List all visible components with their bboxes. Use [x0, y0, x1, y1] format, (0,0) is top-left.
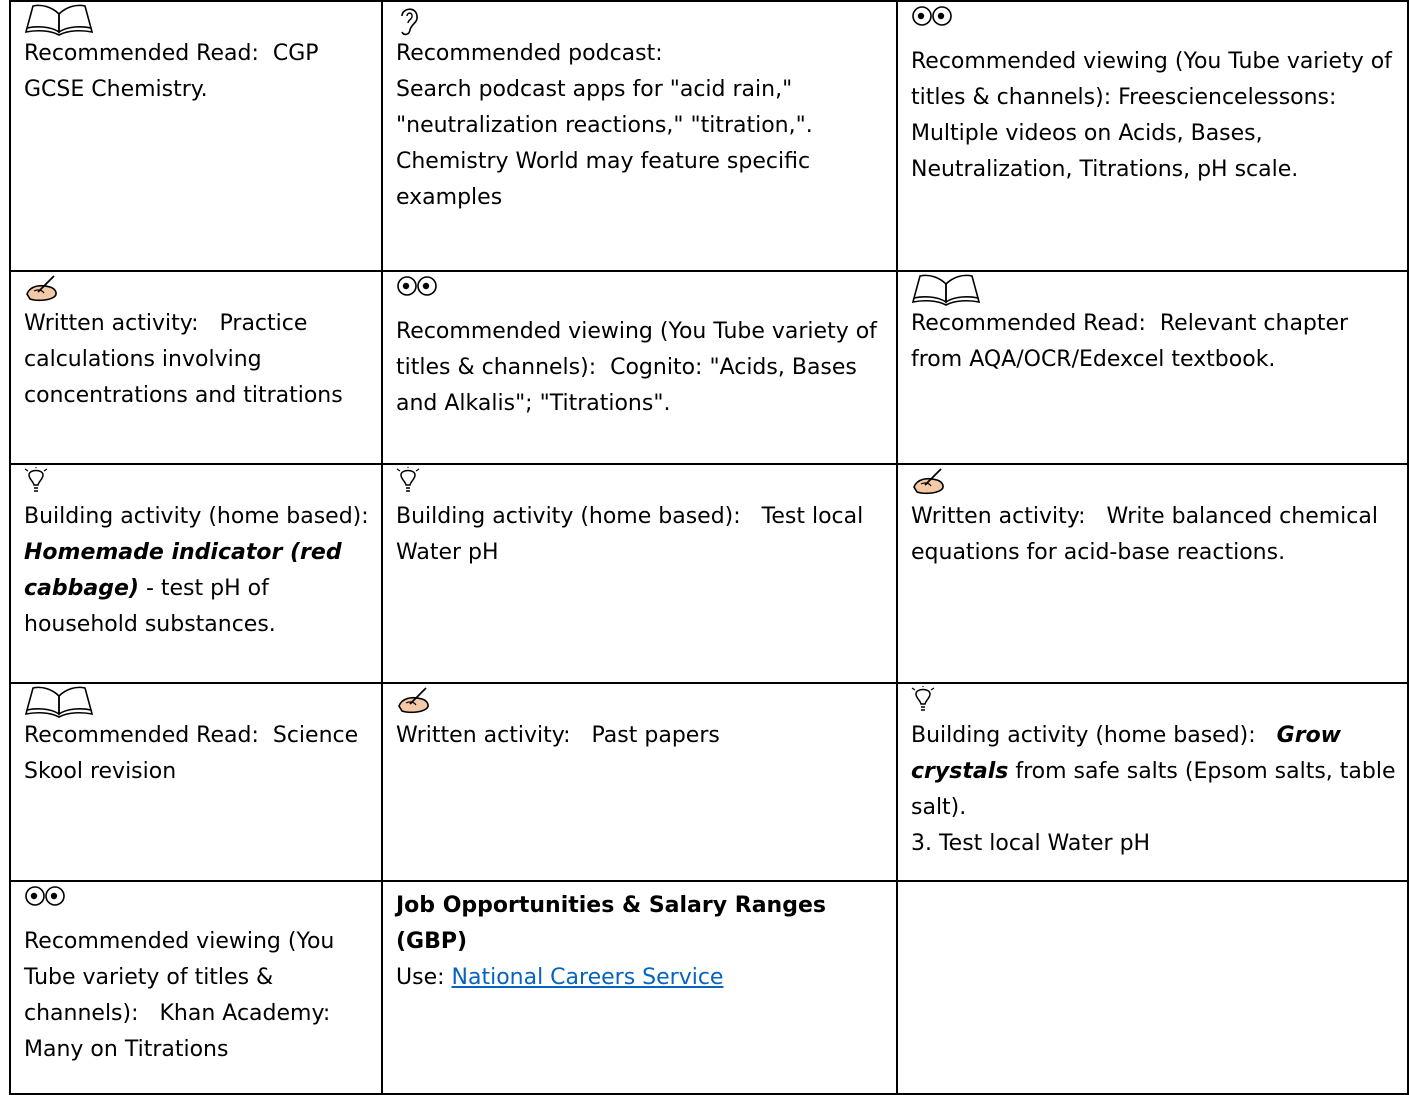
table-row: [10, 683, 1408, 881]
cell-written-balanced-equations: [897, 464, 1408, 683]
cell-text: Written activity: Past papers: [396, 723, 720, 748]
cell-recommended-read-cgp: [10, 1, 382, 271]
writing-hand-icon: [24, 272, 373, 306]
emphasized-text: Homemade indicator (red cabbage): [24, 540, 342, 601]
cell-text: Building activity (home based): Test local Water pH: [396, 504, 871, 565]
cell-written-practice-calculations: [10, 271, 382, 464]
cell-building-homemade-indicator: [10, 464, 390, 683]
open-book-icon: [911, 272, 1399, 306]
eyes-icon: [911, 2, 1399, 44]
lightbulb-icon: [24, 465, 373, 499]
cell-building-test-water-ph: [382, 464, 897, 683]
eyes-icon: [24, 882, 373, 924]
lightbulb-icon: [911, 684, 1399, 718]
cell-empty: [897, 881, 1408, 1094]
cell-heading: Job Opportunities & Salary Ranges (GBP): [396, 893, 826, 954]
cell-recommended-read-science-skool: [10, 683, 382, 881]
resources-table: [9, 0, 1409, 1095]
cell-written-past-papers: [382, 683, 897, 881]
table-row: [10, 881, 1408, 1094]
open-book-icon: [24, 684, 373, 718]
cell-text-line2: 3. Test local Water pH: [911, 831, 1151, 856]
cell-job-opportunities: [382, 881, 897, 1094]
cell-text: Recommended viewing (You Tube variety of titles & channels): Freesciencelessons: Multiple videos on Acids, Bases, Neutralization, Titrations, pH scale.: [911, 49, 1399, 182]
cell-heading: Recommended podcast:: [396, 41, 663, 66]
cell-recommended-podcast: [382, 1, 897, 271]
national-careers-service-link[interactable]: National Careers Service: [451, 965, 724, 990]
cell-text: Search podcast apps for "acid rain," "neutralization reactions," "titration,". Chemistry World may feature specific examples: [396, 77, 820, 210]
cell-text: Recommended Read: Relevant chapter from AQA/OCR/Edexcel textbook.: [911, 311, 1356, 372]
open-book-icon: [24, 2, 373, 36]
cell-recommended-viewing-freesciencelessons: [897, 1, 1408, 271]
eyes-icon: [396, 272, 888, 314]
cell-recommended-viewing-cognito: [382, 271, 897, 464]
cell-text: Building activity (home based): Homemade indicator (red cabbage) - test pH of household substances.: [24, 504, 390, 637]
table-row: [10, 464, 1408, 683]
cell-text: Use: National Careers Service: [396, 965, 724, 990]
cell-recommended-viewing-khan: [10, 881, 382, 1094]
cell-text: Recommended Read: Science Skool revision: [24, 723, 366, 784]
cell-text: Recommended viewing (You Tube variety of titles & channels): Khan Academy: Many on Titrations: [24, 929, 342, 1062]
lightbulb-icon: [396, 465, 888, 499]
table-row: [10, 271, 1408, 464]
table-row: [10, 1, 1408, 271]
cell-building-grow-crystals: [897, 683, 1408, 881]
writing-hand-icon: [396, 684, 888, 718]
cell-text: Written activity: Practice calculations involving concentrations and titrations: [24, 311, 343, 408]
emphasized-text: Grow crystals: [911, 723, 1342, 784]
cell-text: Written activity: Write balanced chemical equations for acid-base reactions.: [911, 504, 1385, 565]
cell-recommended-read-textbook: [897, 271, 1408, 464]
cell-text: Recommended viewing (You Tube variety of titles & channels): Cognito: "Acids, Bases and Alkalis"; "Titrations".: [396, 319, 884, 416]
writing-hand-icon: [911, 465, 1399, 499]
cell-text: Building activity (home based): Grow crystals from safe salts (Epsom salts, table salt).: [911, 723, 1403, 820]
cell-text: Recommended Read: CGP GCSE Chemistry.: [24, 41, 326, 102]
ear-icon: [396, 2, 888, 36]
